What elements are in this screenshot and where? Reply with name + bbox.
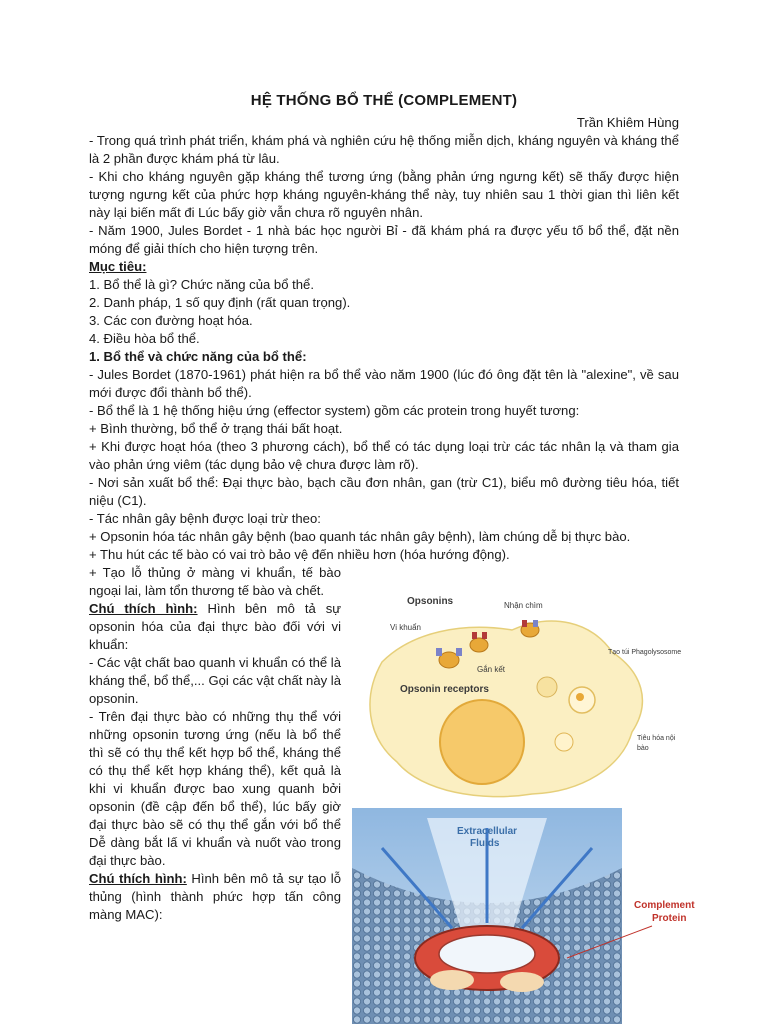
fig2-fluids-label-1: Extracellular — [457, 826, 518, 837]
fig2-complement-label-1: Complement — [634, 900, 695, 911]
fig1-gan-ket-label: Gắn kết — [477, 665, 506, 674]
section-1-line: - Bổ thể là 1 hệ thống hiệu ứng (effector system) gồm các protein trong huyết tương: — [89, 403, 580, 418]
mac-pore-figure — [352, 808, 695, 1024]
caption-1 — [89, 600, 341, 654]
caption-1-line: - Các vật chất bao quanh vi khuẩn có thể là kháng thể, bổ thể,... Gọi các vật chất này là opsonin. — [89, 655, 341, 706]
fig2-fluids-label-2: Fluids — [470, 838, 500, 849]
phagolysosome-bacterium — [576, 693, 584, 701]
section-1-line: - Nơi sản xuất bổ thể: Đại thực bào, bạch cầu đơn nhân, gan (trừ C1), biểu mô đường tiêu hóa, tiết niệu (C1). — [89, 475, 679, 508]
fig1-receptors-label: Opsonin receptors — [400, 684, 489, 695]
fig1-tao-tui-label: Tạo túi Phagolysosome — [608, 649, 682, 656]
digest-vesicle — [555, 733, 573, 751]
section-1-line: - Tác nhân gây bệnh được loại trừ theo: — [89, 511, 321, 526]
bacterium — [470, 638, 488, 652]
section-1-heading: 1. Bổ thể và chức năng của bổ thể: — [89, 349, 307, 364]
section-1-line: - Jules Bordet (1870-1961) phát hiện ra bổ thể vào năm 1900 (lúc đó ông đặt tên là "alexine", về sau mới được đổi thành bổ thể). — [89, 367, 679, 400]
nucleus — [440, 700, 524, 784]
opsonin — [482, 632, 487, 639]
caption-2-text: Hình bên mô tả sự tạo lỗ thủng (hình thành phức hợp tấn công màng MAC): — [89, 871, 341, 922]
section-1-line: + Bình thường, bổ thể ở trạng thái bất hoạt. — [89, 421, 343, 436]
complement-protein-segment — [500, 972, 544, 992]
fig2-complement-label-2: Protein — [652, 913, 687, 924]
fig1-nhan-chim-label: Nhận chìm — [504, 601, 543, 610]
opsonin-receptor — [533, 620, 538, 627]
intro-paragraph-1: - Trong quá trình phát triển, khám phá và nghiên cứu hệ thống miễn dịch, kháng nguyên và kháng thể là 2 phần được khám phá từ lâu. — [89, 133, 679, 166]
caption-2-label: Chú thích hình: — [89, 871, 187, 886]
fig1-tieu-hoa-label-2: bào — [637, 745, 649, 752]
opsonin — [522, 620, 527, 627]
intro-paragraph-2: - Khi cho kháng nguyên gặp kháng thể tương ứng (bằng phản ứng ngưng kết) sẽ thấy được hiện tượng ngưng kết của phức hợp kháng nguyên-kháng thể này, tuy nhiên sau 1 thời gian thì liên kết này lại biến mất đi Lúc bấy giờ vẫn chưa rõ nguyên nhân. — [89, 169, 679, 220]
author-name: Trần Khiêm Hùng — [576, 115, 679, 130]
caption-2 — [89, 870, 341, 924]
objective-item: 4. Điều hòa bổ thể. — [89, 331, 200, 346]
caption-1-label: Chú thích hình: — [89, 601, 198, 616]
fig1-opsonins-label: Opsonins — [407, 596, 454, 607]
opsonin-receptor — [436, 648, 442, 656]
caption-1-line: - Trên đại thực bào có những thụ thể với những opsonin tương ứng (nếu là bổ thể thì sẽ có thụ thể kết hợp bổ thể, kháng thể có thụ thể kết hợp kháng thể), kết quả là khi vi khuẩn được bao xung quanh bởi opsonin (đề cập đến bổ thể), lúc bấy giờ đại thực bào sẽ có thụ thể gắn với bổ thể Dễ dàng bắt lấ vi khuẩn và nuốt vào trong đại thực bào. — [89, 709, 341, 868]
opsonization-figure — [352, 582, 688, 808]
pore-opening — [439, 935, 535, 973]
intro-paragraph-3: - Năm 1900, Jules Bordet - 1 nhà bác học người Bỉ - đã khám phá ra được yếu tố bổ thể, đặt nền móng để giải thích cho hiện tượng trên. — [89, 223, 679, 256]
page-title: HỆ THỐNG BỔ THỂ (COMPLEMENT) — [250, 92, 518, 109]
complement-protein-segment — [430, 970, 474, 990]
fig1-vi-khuan-label: Vi khuẩn — [390, 623, 421, 632]
section-1-line: + Khi được hoạt hóa (theo 3 phương cách), bổ thể có tác dụng loại trừ các tác nhân lạ và tham gia vào phản ứng viêm (tác dụng bảo vệ chưa được làm rõ). — [89, 439, 679, 472]
caption-1-text: Hình bên mô tả sự opsonin hóa của đại thực bào đối với vi khuẩn: — [89, 601, 342, 652]
section-1-line: + Thu hút các tế bào có vai trò bảo vệ đến nhiều hơn (hóa hướng động). — [89, 547, 510, 562]
objective-item: 1. Bổ thể là gì? Chức năng của bổ thể. — [89, 277, 314, 292]
fig1-tieu-hoa-label-1: Tiêu hóa nội — [637, 735, 676, 742]
section-1-line: + Opsonin hóa tác nhân gây bệnh (bao quanh tác nhân gây bệnh), làm chúng dễ bị thực bào. — [89, 529, 631, 544]
vesicle — [537, 677, 557, 697]
section-1-line: + Tạo lỗ thủng ở màng vi khuẩn, tế bào ngoại lai, làm tổn thương tế bào và chết. — [89, 565, 341, 598]
opsonin — [472, 632, 477, 639]
objectives-heading: Mục tiêu: — [89, 259, 147, 274]
opsonin-receptor — [456, 648, 462, 656]
objective-item: 3. Các con đường hoạt hóa. — [89, 313, 253, 328]
objective-item: 2. Danh pháp, 1 số quy định (rất quan trọng). — [89, 295, 351, 310]
